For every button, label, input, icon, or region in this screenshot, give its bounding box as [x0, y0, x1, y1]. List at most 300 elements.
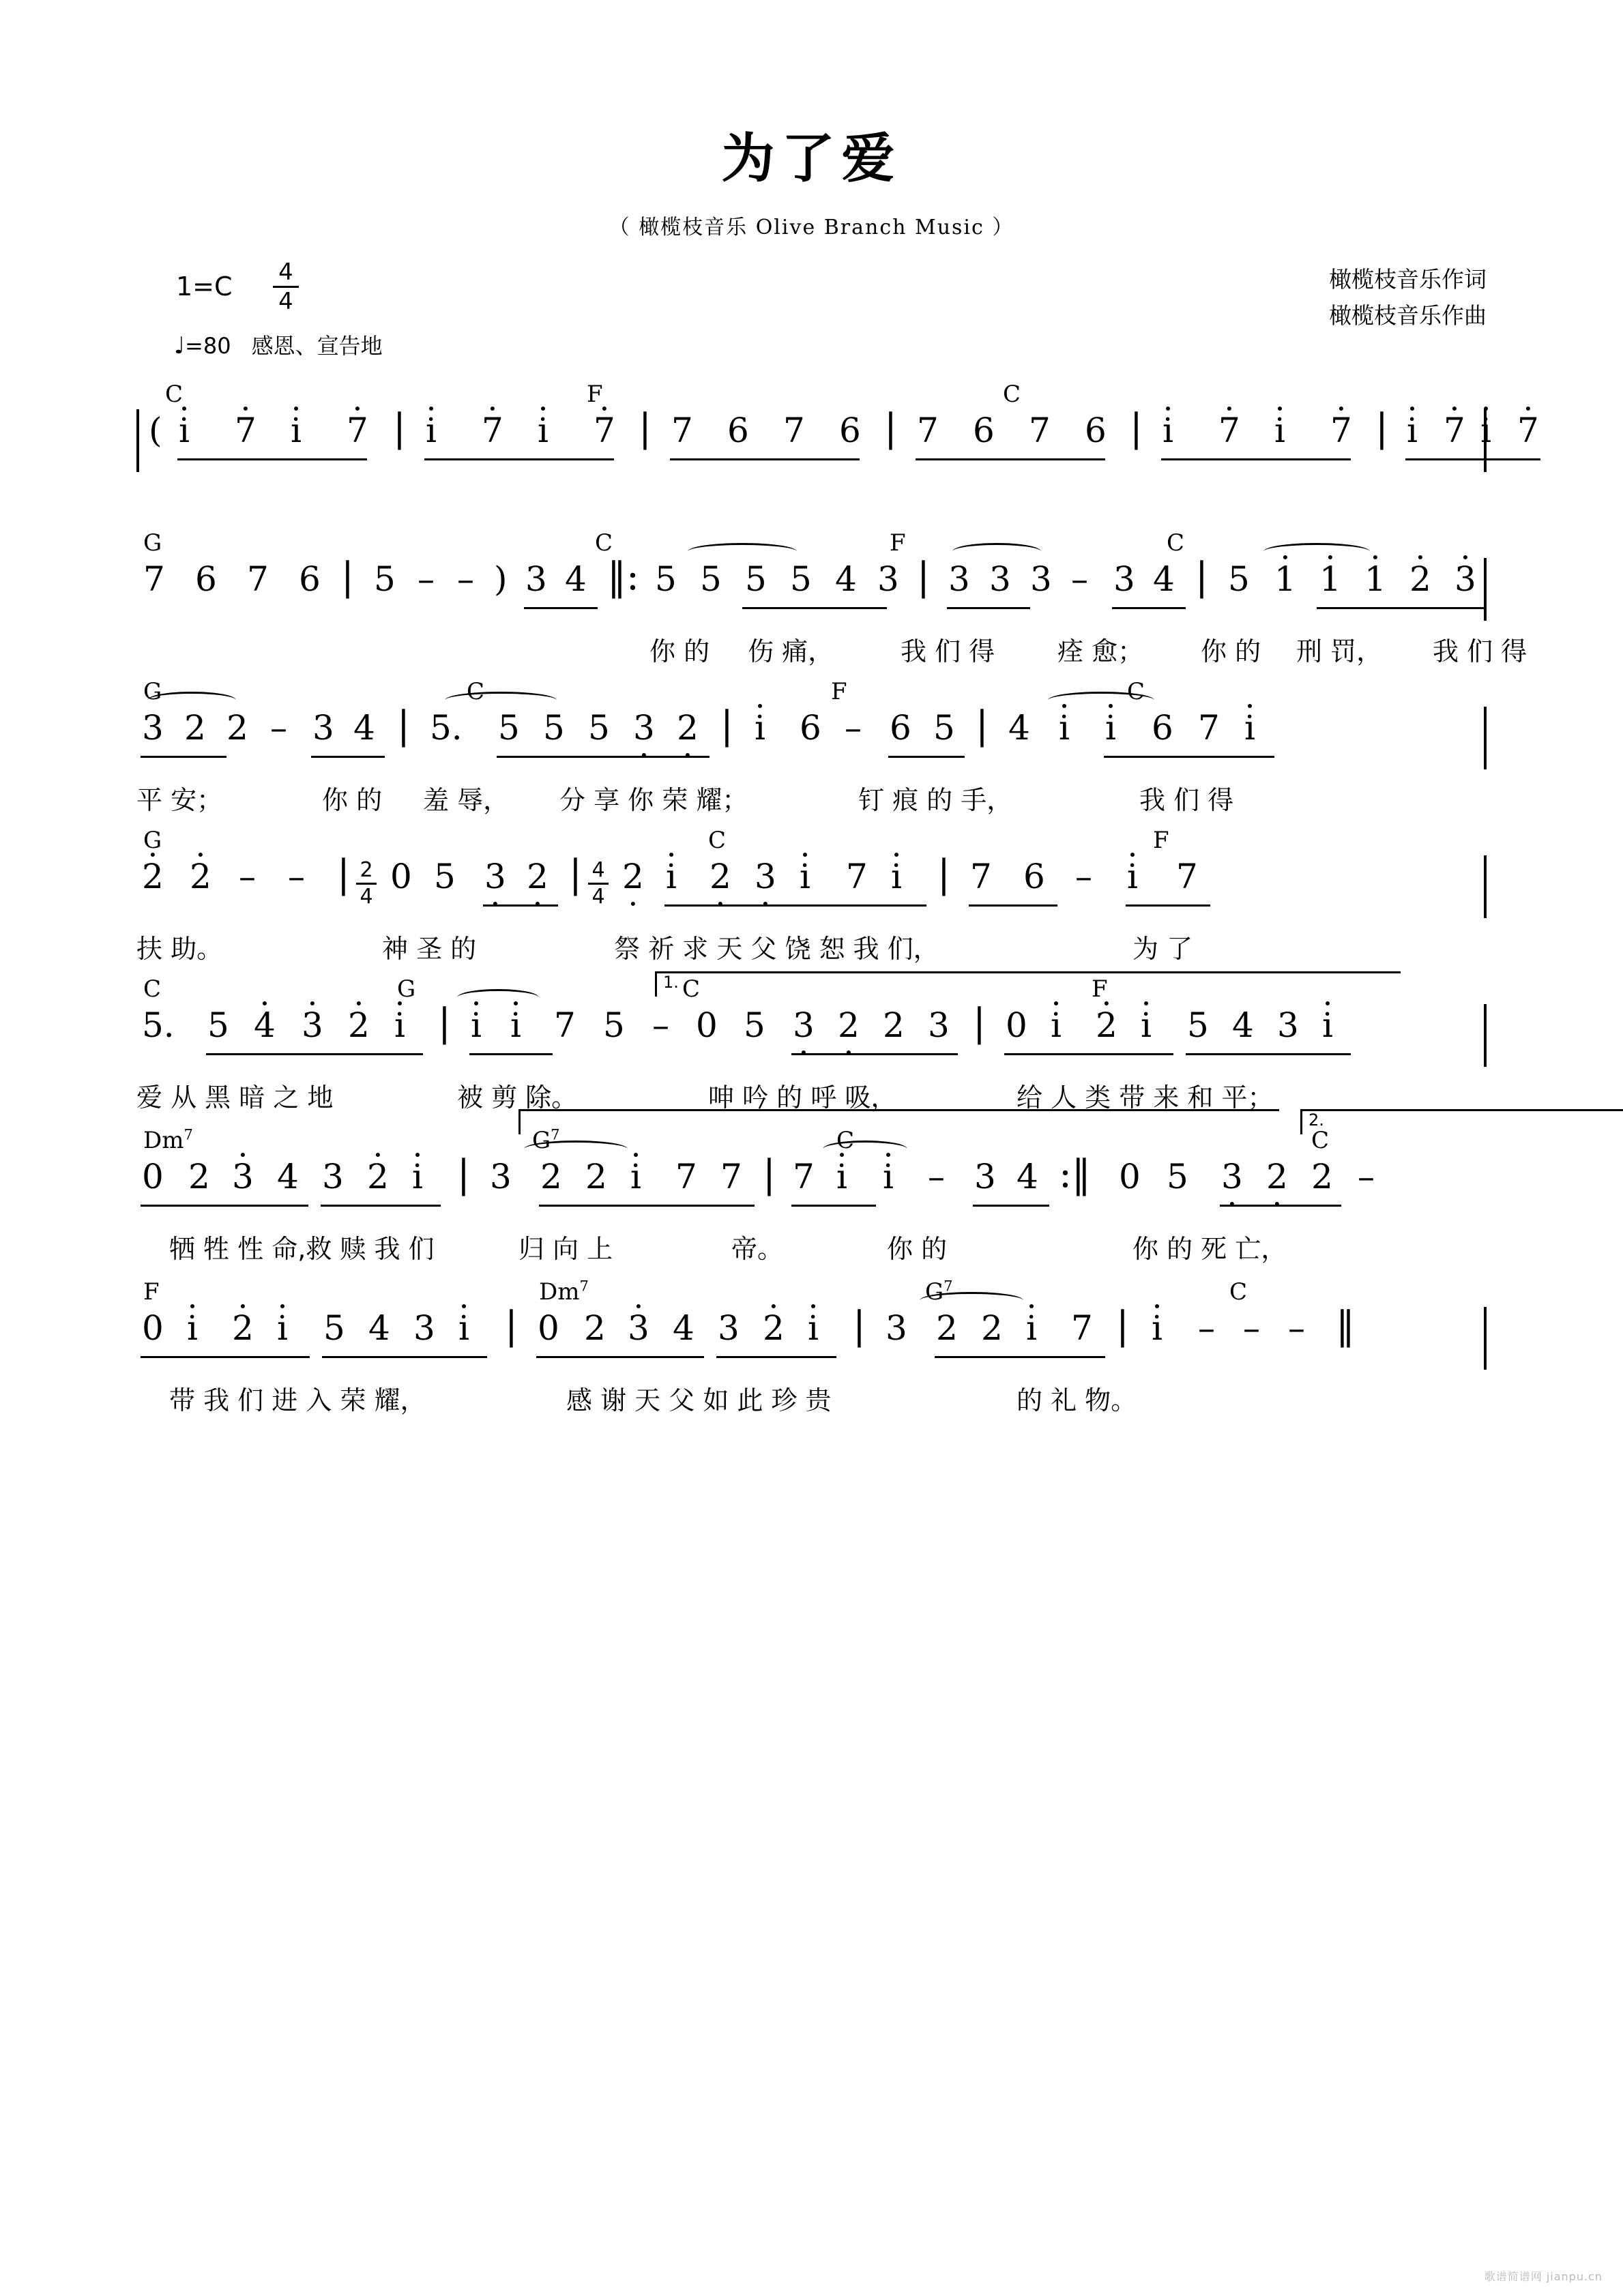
lyric-syllable: 给 人 类 带 来 和 平；	[1017, 1083, 1274, 1113]
note: 2	[883, 1005, 905, 1045]
chord-symbol: F	[143, 1278, 160, 1306]
note: · i	[179, 413, 190, 447]
note: 5	[588, 708, 610, 748]
time-signature-inline: 2 4	[356, 859, 377, 907]
beam	[469, 1053, 553, 1055]
note: 3 ·	[793, 1008, 815, 1042]
barline: |	[1116, 1304, 1129, 1348]
note: 4	[368, 1308, 390, 1348]
chord-symbol: C	[708, 827, 727, 854]
chord-symbol: C	[682, 975, 701, 1003]
volta-bracket-2	[1300, 1109, 1623, 1134]
rest: 0	[1119, 1157, 1141, 1196]
note: 3	[877, 559, 899, 599]
note: 6	[195, 559, 217, 599]
slur	[457, 989, 539, 1006]
beam	[321, 1205, 441, 1207]
barline: |	[884, 406, 897, 450]
chord-symbol: G	[143, 678, 162, 705]
barline: |	[457, 1152, 470, 1196]
note: 7	[1198, 708, 1220, 748]
system-4	[136, 827, 1487, 975]
rest: 0	[390, 857, 412, 896]
beam	[1104, 756, 1274, 758]
note: · i	[1141, 1008, 1152, 1042]
dash: –	[418, 559, 435, 599]
page-title: 为了爱	[721, 128, 902, 190]
dash: –	[652, 1005, 669, 1045]
note: 5	[744, 1005, 765, 1045]
beam	[311, 756, 385, 758]
note: 2 ·	[1266, 1160, 1288, 1194]
beam	[791, 1205, 876, 1207]
time-signature-inline: 4 4	[588, 859, 609, 907]
note: 3	[974, 1157, 996, 1196]
note: · i	[458, 1311, 469, 1345]
note: 3	[948, 559, 970, 599]
note: 5	[207, 1005, 229, 1045]
time-signature-denominator: 4	[278, 288, 293, 315]
lyric-syllable: 刑 罚，	[1296, 636, 1383, 666]
note: · i	[755, 711, 765, 745]
lyric-syllable: 感 谢 天 父 如 此 珍 贵	[566, 1385, 832, 1415]
beam	[322, 1356, 487, 1358]
lyric-syllable: 祭 祈 求 天 父 饶 恕 我 们，	[614, 934, 939, 964]
note: · i	[800, 859, 810, 894]
slur	[524, 1140, 628, 1158]
note: · 2	[1409, 562, 1431, 596]
beam	[791, 1053, 958, 1055]
lparen: (	[149, 411, 162, 450]
lyric-syllable: 平 安；	[136, 785, 223, 815]
barline: |	[917, 555, 930, 599]
note: · 3	[232, 1160, 254, 1194]
note: 2	[585, 1157, 607, 1196]
note: 2 ·	[838, 1008, 860, 1042]
beam	[1317, 607, 1485, 609]
lyric-syllable: 你 的	[887, 1234, 948, 1264]
dash: –	[1243, 1308, 1260, 1348]
beam	[141, 1205, 308, 1207]
note: 7	[247, 559, 269, 599]
note: · 2	[763, 1311, 785, 1345]
note: 5	[1187, 1005, 1209, 1045]
system-6-notation	[136, 1152, 1487, 1218]
beam	[664, 904, 753, 907]
time-signature-numerator: 4	[278, 259, 293, 286]
barline: |	[341, 555, 354, 599]
note: 7	[783, 411, 805, 450]
chord-symbol: C	[1127, 678, 1145, 705]
credits	[1329, 262, 1487, 334]
chord-symbol: C	[1167, 529, 1185, 557]
lyric-syllable: 钉 痕 的 手，	[858, 785, 1013, 815]
note: 3	[490, 1157, 512, 1196]
note: 2	[226, 708, 248, 748]
note: 6	[299, 559, 321, 599]
note: · 7	[482, 413, 503, 447]
lyric-syllable: 伤 痛，	[748, 636, 834, 666]
note: 5	[543, 708, 565, 748]
note: 3	[312, 708, 334, 748]
beam	[916, 458, 1105, 460]
note: 7	[1071, 1308, 1093, 1348]
note: · 7	[1330, 413, 1352, 447]
dash: –	[1288, 1308, 1305, 1348]
note: · i	[1105, 711, 1116, 745]
note: 2	[188, 1157, 210, 1196]
note: 4	[1008, 708, 1030, 748]
beam	[1126, 904, 1210, 907]
beam	[1186, 1053, 1351, 1055]
note: 2 ·	[710, 859, 731, 894]
lyric-syllable: 我 们 得	[901, 636, 995, 666]
slur	[952, 543, 1041, 560]
barline: |	[1130, 406, 1143, 450]
note: · i	[538, 413, 549, 447]
beam	[536, 1356, 704, 1358]
note: · i	[1274, 413, 1285, 447]
note: · i	[1059, 711, 1070, 745]
system-6-lyrics	[136, 1228, 1487, 1281]
note: 5	[1228, 559, 1250, 599]
beam	[935, 1356, 1105, 1358]
chord-text: Dm$^7$	[143, 1127, 193, 1155]
note: 3	[1030, 559, 1052, 599]
note: · 2	[1096, 1008, 1117, 1042]
note: 2	[981, 1308, 1003, 1348]
rest: 0	[538, 1308, 559, 1348]
note: 7	[143, 559, 165, 599]
note: 5	[933, 708, 955, 748]
chord-text: Dm$^7$	[539, 1278, 589, 1306]
note: · i	[277, 1311, 288, 1345]
lyric-syllable: 为 了	[1132, 934, 1193, 964]
system-5	[136, 975, 1487, 1127]
note: · 3	[628, 1311, 649, 1345]
note: · 2	[367, 1160, 389, 1194]
note: 2	[184, 708, 206, 748]
beam	[753, 904, 926, 907]
note: 3 ·	[755, 859, 776, 894]
dash: –	[457, 559, 474, 599]
note: · i	[1407, 413, 1418, 447]
barline: |	[937, 852, 950, 896]
slur	[1263, 543, 1370, 560]
note: · 7	[1517, 413, 1539, 447]
note: 7	[554, 1005, 576, 1045]
barline: |	[505, 1304, 518, 1348]
note: · 7	[347, 413, 368, 447]
note: · 1	[1319, 562, 1341, 596]
system-3-notation	[136, 703, 1487, 769]
note: 6	[890, 708, 911, 748]
note: · 3	[1454, 562, 1476, 596]
note: · 2	[348, 1008, 370, 1042]
note: 3	[525, 559, 547, 599]
note: 6	[1152, 708, 1173, 748]
note: 5.	[142, 1005, 175, 1045]
system-3	[136, 678, 1487, 827]
barline: |	[337, 852, 350, 896]
note: 3 ·	[1221, 1160, 1243, 1194]
barline: |	[397, 703, 410, 748]
note: 4	[835, 559, 857, 599]
slur	[688, 543, 797, 560]
note: 6	[1023, 857, 1045, 896]
chord-symbol: F	[831, 678, 847, 705]
beam	[539, 1205, 755, 1207]
lyric-syllable: 的 礼 物。	[1017, 1385, 1137, 1415]
note: · i	[412, 1160, 423, 1194]
dash: –	[1358, 1157, 1375, 1196]
lyric-syllable: 你 的	[322, 785, 383, 815]
lyricist: 橄榄枝音乐作词	[1329, 266, 1487, 293]
chord-symbol	[143, 1127, 193, 1154]
barline: |	[393, 406, 406, 450]
note: 4	[673, 1308, 694, 1348]
beam	[497, 756, 710, 758]
note: 3	[142, 708, 164, 748]
rest: 0	[1006, 1005, 1027, 1045]
slur	[920, 1292, 1023, 1309]
slur	[445, 692, 557, 709]
note: 2	[540, 1157, 562, 1196]
note: 6	[800, 708, 821, 748]
lyric-syllable: 归 向 上	[518, 1234, 613, 1264]
note: 5	[700, 559, 722, 599]
note: 7	[1176, 857, 1198, 896]
note: 5	[745, 559, 767, 599]
dash: –	[845, 708, 862, 748]
note: 5	[790, 559, 812, 599]
note: 3	[718, 1308, 740, 1348]
note: 2	[936, 1308, 958, 1348]
rest: 0	[696, 1005, 718, 1045]
note: 7	[793, 1157, 815, 1196]
volta-bracket	[655, 971, 1401, 997]
note: 2	[1311, 1157, 1333, 1196]
music-systems	[0, 381, 1623, 1427]
dash: –	[1075, 857, 1092, 896]
note: · 7	[1218, 413, 1240, 447]
note: · 7	[235, 413, 257, 447]
lyric-syllable: 你 的 死 亡，	[1132, 1234, 1287, 1264]
note: 3 ·	[484, 859, 506, 894]
beam	[424, 458, 614, 460]
barline: |	[569, 852, 582, 896]
dash: –	[1071, 559, 1088, 599]
chord-symbol: C	[1229, 1278, 1248, 1306]
slur	[1048, 692, 1154, 709]
note: · i	[1244, 711, 1255, 745]
note: · i	[1480, 413, 1491, 447]
score-meta	[0, 258, 1623, 360]
composer: 橄榄枝音乐作曲	[1329, 301, 1487, 329]
chord-symbol: F	[890, 529, 906, 557]
chord-text: $G^7$	[925, 1278, 953, 1306]
system-2	[136, 529, 1527, 678]
system-1	[136, 381, 1539, 529]
system-5-chords	[136, 975, 1487, 1004]
system-5-notation	[136, 1001, 1487, 1067]
note: · i	[1051, 1008, 1062, 1042]
note: 2	[584, 1308, 606, 1348]
beam	[141, 756, 226, 758]
note: · i	[291, 413, 302, 447]
beam	[973, 1205, 1049, 1207]
note: 4	[277, 1157, 299, 1196]
barline: |	[1195, 555, 1208, 599]
note: · i	[808, 1311, 819, 1345]
note: · i	[1152, 1311, 1163, 1345]
page-subtitle: （ 橄榄枝音乐 Olive Branch Music ）	[609, 216, 1014, 239]
chord-symbol: G	[397, 975, 416, 1003]
chord-symbol: C	[467, 678, 485, 705]
beam	[1004, 1053, 1173, 1055]
note: 4	[1017, 1157, 1038, 1196]
rparen: )	[494, 559, 508, 599]
note: 5	[498, 708, 520, 748]
chord-symbol: F	[1153, 827, 1169, 854]
barline: |	[720, 703, 733, 748]
lyric-syllable: 分 享 你 荣 耀；	[559, 785, 748, 815]
note: · 1	[1364, 562, 1386, 596]
note: 3	[928, 1005, 950, 1045]
system-3-lyrics	[136, 779, 1487, 832]
note: 7	[1029, 411, 1051, 450]
system-7	[136, 1278, 1487, 1427]
note: 4	[1153, 559, 1175, 599]
lyric-syllable: 扶 助。	[136, 934, 223, 964]
beam	[177, 458, 367, 460]
chord-symbol: F	[1092, 975, 1108, 1003]
note: · i	[666, 859, 677, 894]
lyric-syllable: 我 们 得	[1139, 785, 1234, 815]
rest: 0	[142, 1157, 164, 1196]
note: 7	[671, 411, 693, 450]
dash: –	[928, 1157, 945, 1196]
note: · 2	[190, 859, 211, 894]
note: 2 ·	[622, 859, 644, 894]
time-signature	[273, 261, 299, 313]
lyric-syllable: 我 们 得	[1433, 636, 1527, 666]
note: · 4	[254, 1008, 276, 1042]
note: 2 ·	[527, 859, 549, 894]
note: · i	[510, 1008, 521, 1042]
system-6-chords	[136, 1110, 1487, 1156]
dash: –	[1198, 1308, 1215, 1348]
lyric-syllable: 羞 辱，	[423, 785, 510, 815]
volta-bracket-1-end	[518, 1109, 1279, 1134]
note: 4	[1232, 1005, 1254, 1045]
system-2-lyrics	[136, 630, 1527, 683]
lyric-syllable: 帝。	[731, 1234, 784, 1264]
note: 6	[973, 411, 995, 450]
beam	[1405, 458, 1540, 460]
system-6	[136, 1110, 1487, 1278]
note: 5	[434, 857, 456, 896]
system-4-chords	[136, 827, 1487, 855]
slur	[823, 1140, 907, 1158]
final-barline: ‖	[1336, 1304, 1355, 1348]
barline: |	[1375, 406, 1388, 450]
beam	[1112, 607, 1186, 609]
note: 2 ·	[677, 711, 699, 745]
beam	[670, 458, 860, 460]
lyric-syllable: 你 的	[1201, 636, 1261, 666]
beam	[742, 607, 887, 609]
note: 4	[353, 708, 375, 748]
rest: 0	[142, 1308, 164, 1348]
note: 5	[323, 1308, 345, 1348]
note: 4	[565, 559, 587, 599]
note: · 1	[1274, 562, 1296, 596]
slur	[147, 692, 236, 709]
note: 5	[374, 559, 396, 599]
chord-symbol: C	[165, 381, 184, 408]
note: 3	[322, 1157, 344, 1196]
barline: |	[438, 1001, 451, 1045]
note: · i	[891, 859, 902, 894]
note: 3	[886, 1308, 907, 1348]
beam	[524, 607, 598, 609]
watermark: 歌谱简谱网 jianpu.cn	[1484, 2270, 1603, 2283]
chord-symbol: F	[587, 381, 603, 408]
note: 6	[727, 411, 749, 450]
beam	[206, 1053, 423, 1055]
note: · 2	[142, 859, 164, 894]
system-1-lyrics	[136, 482, 1487, 535]
note: · i	[1127, 859, 1138, 894]
beam	[716, 1356, 836, 1358]
chord-symbol: C	[836, 1127, 855, 1154]
volta-number: 1.	[663, 973, 679, 992]
system-4-notation	[136, 852, 1487, 918]
volta-number: 2.	[1308, 1110, 1324, 1130]
barline: |	[639, 406, 652, 450]
note: 7	[720, 1157, 742, 1196]
note: · i	[836, 1160, 847, 1194]
note: 3	[1113, 559, 1135, 599]
beam	[1220, 1205, 1341, 1207]
dash: –	[270, 708, 287, 748]
lyric-syllable: 带 我 们 进 入 荣 耀，	[169, 1385, 426, 1415]
lyric-syllable: 痊 愈；	[1057, 636, 1144, 666]
system-7-notation	[136, 1304, 1487, 1370]
tempo-value: =80	[185, 333, 231, 359]
performance-style: 感恩、宣告地	[251, 333, 383, 359]
system-2-notation	[136, 555, 1487, 621]
note: · i	[187, 1311, 198, 1345]
beam	[969, 904, 1057, 907]
note: · 7	[1444, 413, 1465, 447]
note: 3	[989, 559, 1011, 599]
lyric-syllable: 呻 吟 的 呼 吸，	[708, 1083, 897, 1113]
lyric-syllable: 被 剪 除。	[457, 1083, 578, 1113]
note: 3	[413, 1308, 435, 1348]
chord-text: $G^7$	[532, 1127, 560, 1155]
note: · 3	[302, 1008, 323, 1042]
tempo-marking	[174, 329, 383, 360]
repeat-end: :‖	[1059, 1152, 1091, 1196]
note: · 2	[232, 1311, 254, 1345]
dash: –	[288, 857, 305, 896]
note: 6	[839, 411, 861, 450]
beam	[1161, 458, 1351, 460]
chord-symbol: G	[143, 529, 162, 557]
dash: –	[239, 857, 256, 896]
